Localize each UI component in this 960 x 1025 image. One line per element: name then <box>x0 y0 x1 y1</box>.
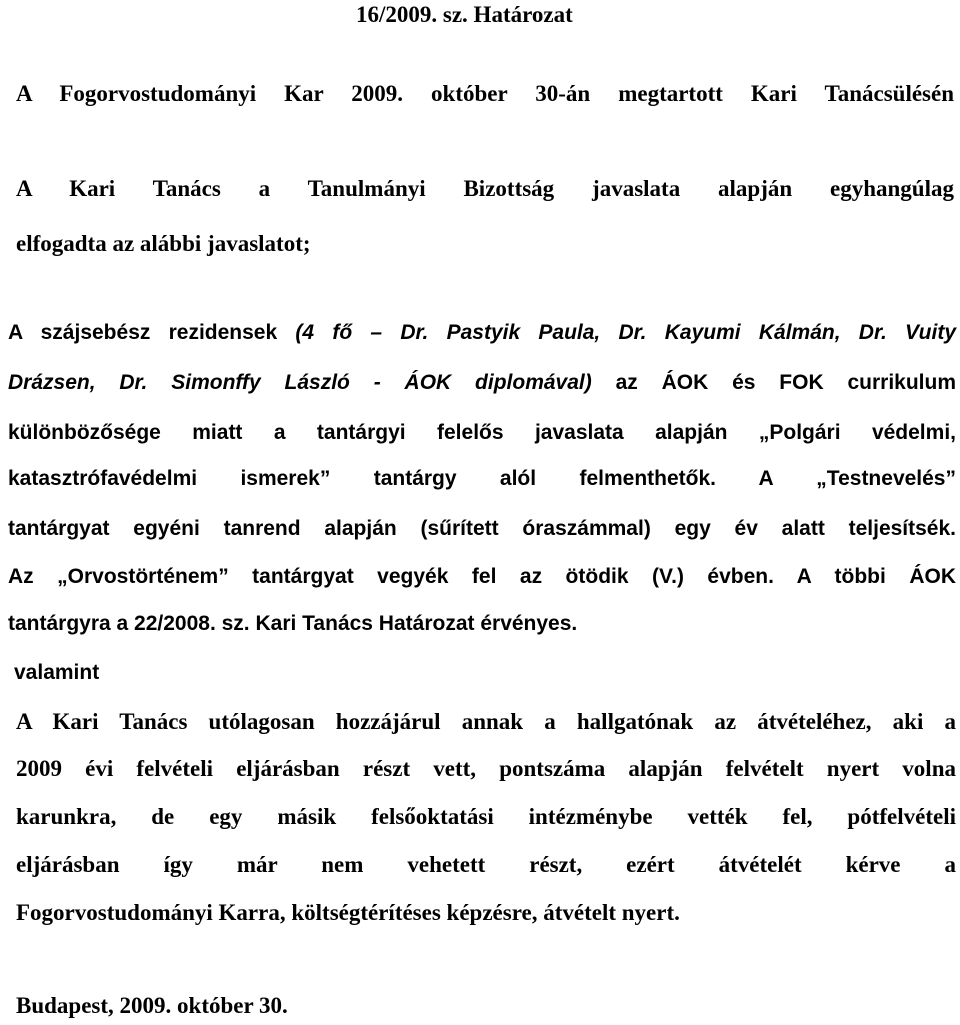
resolution-2-line-3: karunkra, de egy másik felsőoktatási intézménybe vették fel, pótfelvételi <box>16 804 956 829</box>
resolution-1-line-6: Az „Orvostörténem” tantárgyat vegyék fel az ötödik (V.) évben. A többi ÁOK <box>8 565 956 588</box>
resolution-2-line-4: eljárásban így már nem vehetett részt, ezért átvételét kérve a <box>16 852 956 877</box>
session-line: A Fogorvostudományi Kar 2009. október 30-án megtartott Kari Tanácsülésén <box>16 81 954 106</box>
resolution-1-line-1-italic: (4 fő – Dr. Pastyik Paula, Dr. Kayumi Kálmán, Dr. Vuity <box>295 321 957 344</box>
resolution-2-line-1: A Kari Tanács utólagosan hozzájárul annak a hallgatónak az átvételéhez, aki a <box>16 709 956 734</box>
resolution-1-line-4: katasztrófavédelmi ismerek” tantárgy alól felmenthetők. A „Testnevelés” <box>8 467 956 490</box>
connector-text: valamint <box>14 661 100 684</box>
resolution-1-line-1-plain: A szájsebész rezidensek <box>8 321 296 344</box>
resolution-1-line-3: különbözősége miatt a tantárgyi felelős javaslata alapján „Polgári védelmi, <box>8 421 956 444</box>
resolution-2-line-5: Fogorvostudományi Karra, költségtérítéses képzésre, átvételt nyert. <box>16 900 680 925</box>
intro-line-2: elfogadta az alábbi javaslatot; <box>16 231 311 256</box>
resolution-1-line-2-italic: Drázsen, Dr. Simonffy László - ÁOK diplomával) <box>8 371 592 394</box>
resolution-1-line-2-plain: az ÁOK és FOK currikulum <box>591 371 957 394</box>
resolution-1-line-1 <box>8 318 956 348</box>
resolution-2-line-2: 2009 évi felvételi eljárásban részt vett, pontszáma alapján felvételt nyert volna <box>16 756 956 781</box>
resolution-1-line-5: tantárgyat egyéni tanrend alapján (sűrített óraszámmal) egy év alatt teljesítsék. <box>8 517 956 540</box>
signature-line: Budapest, 2009. október 30. <box>16 993 288 1018</box>
document-title: 16/2009. sz. Határozat <box>356 2 573 27</box>
resolution-1-line-7: tantárgyra a 22/2008. sz. Kari Tanács Határozat érvényes. <box>8 612 578 635</box>
resolution-1-line-2 <box>8 368 956 398</box>
intro-line-1: A Kari Tanács a Tanulmányi Bizottság javaslata alapján egyhangúlag <box>16 176 954 201</box>
